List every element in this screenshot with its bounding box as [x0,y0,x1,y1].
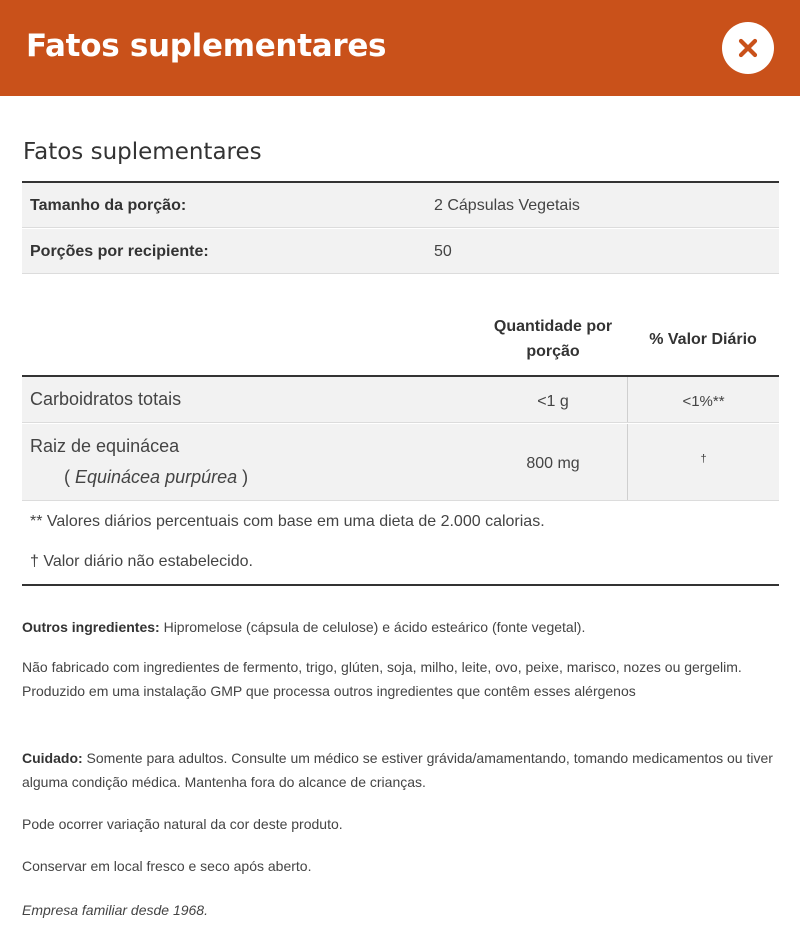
nutrient-sub-open: ( [64,467,75,487]
column-header-daily-value: % Valor Diário [649,331,757,348]
serving-size-row [22,183,779,228]
family-company-note: Empresa familiar desde 1968. [22,902,208,918]
nutrient-daily-value: <1%** [682,393,725,410]
servings-per-container-label: Porções por recipiente: [30,243,209,260]
close-icon [737,37,759,59]
nutrient-quantity: 800 mg [526,455,580,472]
serving-size-label: Tamanho da porção: [30,197,187,214]
footnote-daily-value: ** Valores diários percentuais com base em uma dieta de 2.000 calorias. [30,513,545,530]
column-header-quantity: Quantidade por porção [493,318,613,360]
storage-note: Conservar em local fresco e seco após aberto. [22,858,312,874]
nutrient-name: Carboidratos totais [30,389,182,409]
other-ingredients-label: Outros ingredientes: [22,619,160,635]
close-button[interactable] [722,22,774,74]
caution-statement [22,746,782,794]
other-ingredients [22,615,782,639]
color-variation-note: Pode ocorrer variação natural da cor deste produto. [22,816,343,832]
servings-per-container-row [22,229,779,274]
nutrient-row [22,424,779,501]
footnote-not-established: † Valor diário não estabelecido. [30,553,253,570]
modal-header [0,0,800,96]
caution-label: Cuidado: [22,750,83,766]
nutrient-sub-italic: Equinácea purpúrea [75,467,238,487]
nutrient-scientific-name [64,467,248,488]
servings-per-container-value: 50 [434,243,452,260]
nutrient-row [22,377,779,423]
other-ingredients-text: Hipromelose (cápsula de celulose) e ácido esteárico (fonte vegetal). [159,619,586,635]
caution-text: Somente para adultos. Consulte um médico se estiver grávida/amamentando, tomando medicamentos ou tiver alguma condição médica. Mantenha fora do alcance de crianças. [22,750,773,790]
allergen-statement: Não fabricado com ingredientes de fermento, trigo, glúten, soja, milho, leite, ovo, peixe, marisco, nozes ou gergelim. Produzido em uma instalação GMP que processa outros ingredientes que contêm esses alérgenos [22,659,742,699]
table-rule-bottom [22,584,779,586]
modal-title: Fatos suplementares [26,28,387,64]
nutrient-name: Raiz de equinácea [30,436,180,456]
nutrient-quantity: <1 g [537,393,569,410]
nutrient-sub-close: ) [237,467,249,487]
panel-title: Fatos suplementares [23,139,262,165]
serving-size-value: 2 Cápsulas Vegetais [434,197,580,214]
nutrient-daily-value: † [700,453,707,465]
